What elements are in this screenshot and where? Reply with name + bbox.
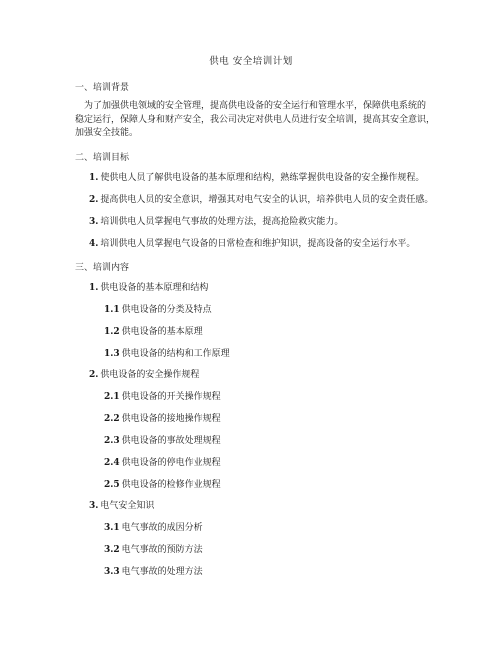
list-number: 3. xyxy=(89,217,99,227)
content-subitem xyxy=(104,391,221,403)
list-text: 供电设备的开关操作规程 xyxy=(121,392,221,402)
section-heading-content: 三、培训内容 xyxy=(75,263,130,273)
list-text: 供电设备的安全操作规程 xyxy=(100,370,200,380)
list-text: 供电设备的分类及特点 xyxy=(121,305,212,315)
content-group xyxy=(89,369,199,381)
paragraph-line: 稳定运行，保障人身和财产安全，我公司决定对供电人员进行安全培训，提高其安全意识， xyxy=(75,114,436,125)
list-text: 使供电人员了解供电设备的基本原理和结构，熟练掌握供电设备的安全操作规程。 xyxy=(100,173,425,183)
list-number: 3.2 xyxy=(104,545,120,555)
list-text: 供电设备的检修作业规程 xyxy=(121,480,221,490)
document-title: 供电 安全培训计划 xyxy=(209,56,293,67)
list-number: 2. xyxy=(89,370,99,380)
paragraph-line: 为了加强供电领域的安全管理，提高供电设备的安全运行和管理水平，保障供电系统的 xyxy=(84,101,427,111)
list-text: 供电设备的基本原理 xyxy=(121,327,203,337)
list-number: 2.4 xyxy=(104,458,120,468)
list-text: 提高供电人员的安全意识，增强其对电气安全的认识，培养供电人员的安全责任感。 xyxy=(100,195,434,205)
list-number: 2. xyxy=(89,195,99,205)
content-group xyxy=(89,500,154,512)
list-text: 供电设备的接地操作规程 xyxy=(121,414,221,424)
content-group xyxy=(89,282,208,294)
list-number: 1.1 xyxy=(104,305,120,315)
goal-item xyxy=(89,172,424,184)
content-subitem xyxy=(104,348,230,360)
content-subitem xyxy=(104,544,203,556)
list-number: 2.3 xyxy=(104,436,120,446)
background-paragraph xyxy=(75,100,435,141)
section-heading-background: 一、培训背景 xyxy=(75,83,130,93)
list-number: 2.1 xyxy=(104,392,120,402)
content-subitem xyxy=(104,326,203,338)
content-subitem xyxy=(104,304,212,316)
list-number: 1. xyxy=(89,173,99,183)
list-number: 4. xyxy=(89,239,99,249)
section-heading-goals: 二、培训目标 xyxy=(75,153,130,163)
list-text: 供电设备的事故处理规程 xyxy=(121,436,221,446)
list-number: 3.3 xyxy=(104,567,120,577)
list-text: 电气事故的处理方法 xyxy=(121,567,203,577)
goal-item xyxy=(89,194,433,206)
content-subitem xyxy=(104,522,203,534)
list-number: 3. xyxy=(89,501,99,511)
list-text: 供电设备的结构和工作原理 xyxy=(121,349,230,359)
list-text: 电气事故的成因分析 xyxy=(121,523,203,533)
content-subitem xyxy=(104,457,221,469)
list-number: 3.1 xyxy=(104,523,120,533)
list-text: 供电设备的停电作业规程 xyxy=(121,458,221,468)
list-text: 培训供电人员掌握电气事故的处理方法，提高抢险救灾能力。 xyxy=(100,217,344,227)
list-text: 电气事故的预防方法 xyxy=(121,545,203,555)
list-text: 供电设备的基本原理和结构 xyxy=(100,283,209,293)
list-number: 2.5 xyxy=(104,480,120,490)
list-text: 培训供电人员掌握电气设备的日常检查和维护知识，提高设备的安全运行水平。 xyxy=(100,239,416,249)
content-subitem xyxy=(104,479,221,491)
list-number: 1. xyxy=(89,283,99,293)
paragraph-line: 加强安全技能。 xyxy=(75,128,139,138)
goal-item xyxy=(89,216,343,228)
list-number: 1.3 xyxy=(104,349,120,359)
list-text: 电气安全知识 xyxy=(100,501,155,511)
content-subitem xyxy=(104,435,221,447)
content-subitem xyxy=(104,566,203,578)
content-subitem xyxy=(104,413,221,425)
goal-item xyxy=(89,238,415,250)
list-number: 2.2 xyxy=(104,414,120,424)
list-number: 1.2 xyxy=(104,327,120,337)
